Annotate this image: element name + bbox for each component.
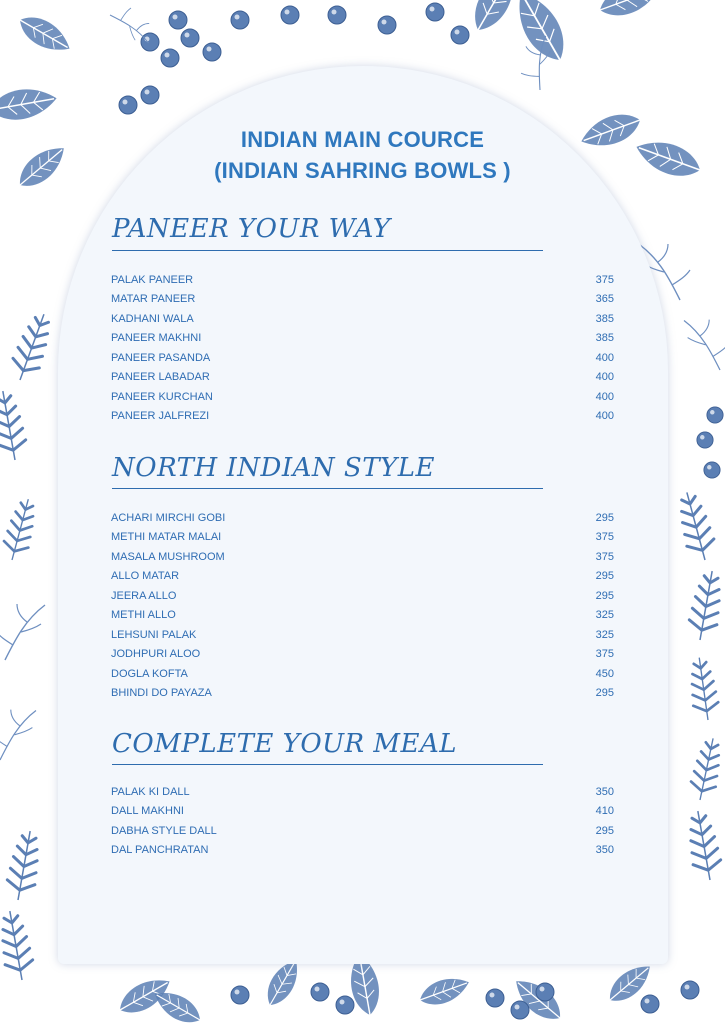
menu-item bbox=[111, 627, 614, 643]
section-title-complete-meal: COMPLETE YOUR MEAL bbox=[112, 729, 458, 759]
menu-item bbox=[111, 389, 614, 405]
menu-item-price: 295 bbox=[595, 687, 614, 699]
menu-item-name: BHINDI DO PAYAZA bbox=[111, 687, 212, 699]
menu-item bbox=[111, 369, 614, 385]
menu-item bbox=[111, 291, 614, 307]
menu-item-name: METHI MATAR MALAI bbox=[111, 531, 222, 543]
menu-item-price: 400 bbox=[595, 410, 614, 422]
menu-item-name: METHI ALLO bbox=[111, 609, 176, 621]
section-divider bbox=[112, 488, 543, 489]
menu-item-price: 450 bbox=[595, 668, 614, 680]
menu-item bbox=[111, 408, 614, 424]
menu-item-price: 325 bbox=[595, 629, 614, 641]
menu-subheading: (INDIAN SAHRING BOWLS ) bbox=[214, 158, 511, 183]
menu-item bbox=[111, 685, 614, 701]
menu-item-price: 385 bbox=[595, 313, 614, 325]
menu-item bbox=[111, 823, 614, 839]
section-title-paneer: PANEER YOUR WAY bbox=[112, 214, 391, 244]
menu-item bbox=[111, 568, 614, 584]
section-title-north-indian: NORTH INDIAN STYLE bbox=[112, 453, 435, 483]
menu-item-name: JEERA ALLO bbox=[111, 590, 177, 602]
menu-item-name: PALAK PANEER bbox=[111, 274, 194, 286]
menu-item-name: PANEER PASANDA bbox=[111, 352, 211, 364]
menu-item-price: 385 bbox=[595, 332, 614, 344]
menu-item-name: PANEER JALFREZI bbox=[111, 410, 210, 422]
menu-item-name: ALLO MATAR bbox=[111, 570, 180, 582]
menu-item-name: PALAK KI DALL bbox=[111, 786, 190, 798]
menu-item-name: ACHARI MIRCHI GOBI bbox=[111, 512, 226, 524]
menu-item bbox=[111, 607, 614, 623]
menu-item-price: 400 bbox=[595, 391, 614, 403]
menu-item-price: 325 bbox=[595, 609, 614, 621]
menu-item-name: DALL MAKHNI bbox=[111, 805, 184, 817]
menu-item-price: 410 bbox=[595, 805, 614, 817]
menu-heading: INDIAN MAIN COURCE bbox=[240, 127, 485, 152]
menu-item-price: 295 bbox=[595, 570, 614, 582]
menu-item-price: 295 bbox=[595, 512, 614, 524]
menu-item bbox=[111, 330, 614, 346]
section-divider bbox=[112, 250, 543, 251]
menu-item-name: DAL PANCHRATAN bbox=[111, 844, 209, 856]
menu-item-name: KADHANI WALA bbox=[111, 313, 194, 325]
menu-item bbox=[111, 529, 614, 545]
menu-item-name: PANEER LABADAR bbox=[111, 371, 210, 383]
menu-item-price: 400 bbox=[595, 352, 614, 364]
menu-item-name: MASALA MUSHROOM bbox=[111, 551, 225, 563]
menu-item-price: 375 bbox=[595, 531, 614, 543]
menu-item bbox=[111, 272, 614, 288]
menu-item bbox=[111, 350, 614, 366]
menu-item-price: 400 bbox=[595, 371, 614, 383]
menu-item bbox=[111, 549, 614, 565]
menu-item-price: 375 bbox=[595, 551, 614, 563]
menu-item-name: LEHSUNI PALAK bbox=[111, 629, 197, 641]
menu-item-price: 375 bbox=[595, 274, 614, 286]
menu-item bbox=[111, 842, 614, 858]
menu-item-name: PANEER MAKHNI bbox=[111, 332, 202, 344]
menu-item-price: 350 bbox=[595, 786, 614, 798]
menu-item bbox=[111, 803, 614, 819]
menu-item bbox=[111, 311, 614, 327]
menu-item bbox=[111, 646, 614, 662]
section-divider bbox=[112, 764, 543, 765]
menu-item-price: 295 bbox=[595, 590, 614, 602]
menu-item-name: MATAR PANEER bbox=[111, 293, 196, 305]
menu-item-name: DABHA STYLE DALL bbox=[111, 825, 217, 837]
menu-item-name: PANEER KURCHAN bbox=[111, 391, 213, 403]
menu-item bbox=[111, 588, 614, 604]
menu-item bbox=[111, 510, 614, 526]
menu-item-name: DOGLA KOFTA bbox=[111, 668, 188, 680]
menu-item bbox=[111, 784, 614, 800]
menu-item-price: 295 bbox=[595, 825, 614, 837]
menu-item-price: 350 bbox=[595, 844, 614, 856]
menu-item bbox=[111, 666, 614, 682]
menu-item-name: JODHPURI ALOO bbox=[111, 648, 201, 660]
menu-item-price: 365 bbox=[595, 293, 614, 305]
menu-item-price: 375 bbox=[595, 648, 614, 660]
